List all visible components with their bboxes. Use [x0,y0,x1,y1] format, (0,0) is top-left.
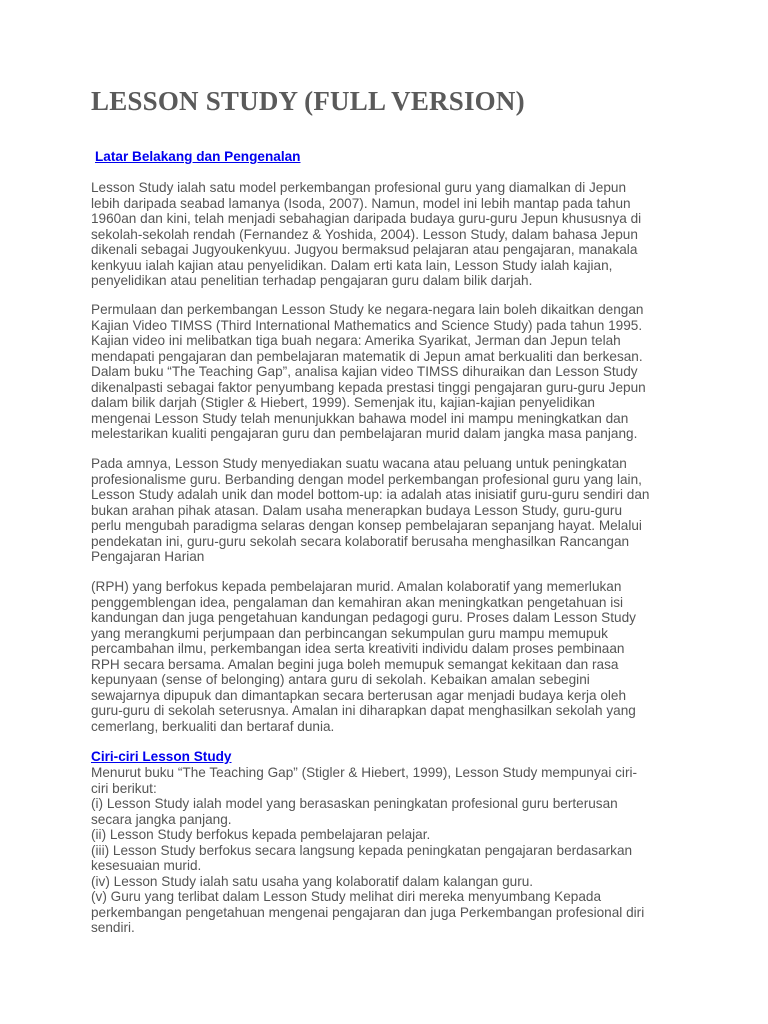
text-line: perkembangan pengetahuan mengenai pengajaran dan juga Perkembangan profesional diri [91,904,645,920]
features-list [91,765,691,936]
text-line: kandungan dan juga pengetahuan kandungan pedagogi guru. Proses dalam Lesson Study [91,610,636,625]
text-line: mendapati pengajaran dan pembelajaran matematik di Jepun amat berkualiti dan berkesan. [91,348,643,364]
text-line: profesionalisme guru. Berbanding dengan model perkembangan profesional guru yang lain, [91,471,642,487]
text-line: Lesson Study adalah unik dan model bottom-up: ia adalah atas inisiatif guru-guru sendiri dan [91,487,650,502]
text-line: ciri berikut: [91,780,157,796]
text-line: kesesuaian murid. [91,858,202,873]
text-line: Kajian Video TIMSS (Third International Mathematics and Science Study) pada tahun 1995. [91,317,643,333]
text-line: guru-guru di sekolah seterusnya. Amalan ini diharapkan dapat menghasilkan sekolah yang [91,703,636,718]
text-line: dikenali sebagai Jugyoukenkyuu. Jugyou bermaksud pelajaran atau pengajaran, manakala [91,242,638,257]
text-line: cemerlang, berkualiti dan bertaraf dunia. [91,718,335,734]
text-line: kenkyuu ialah kajian atau penyelidikan. Dalam erti kata lain, Lesson Study ialah kajian, [91,257,613,273]
text-line: percambahan ilmu, perkembangan idea serta kreativiti individu dalam proses pembinaan [91,641,625,656]
paragraph-4 [91,579,691,734]
text-line: Pengajaran Harian [91,549,205,564]
text-line: sendiri. [91,920,135,935]
text-line: Permulaan dan perkembangan Lesson Study ke negara-negara lain boleh dikaitkan dengan [91,302,644,317]
text-line: mengenai Lesson Study telah menunjukkan bahawa model ini mampu meningkatkan dan [91,410,629,426]
text-line: penggemblengan idea, pengalaman dan kemahiran akan meningkatkan pengetahuan isi [91,594,624,610]
text-line: secara jangka panjang. [91,811,232,827]
text-line: penyelidikan atau penelitian terhadap pengajaran guru dalam bilik darjah. [91,273,533,288]
text-line: (RPH) yang berfokus kepada pembelajaran murid. Amalan kolaboratif yang memerlukan [91,579,622,594]
text-line: sekolah-sekolah rendah (Fernandez & Yoshida, 2004). Lesson Study, dalam bahasa Jepun [91,226,638,242]
text-line: melestarikan kualiti pengajaran guru dan pembelajaran murid dalam jangka masa panjang. [91,426,638,441]
text-line: sewajarnya dipupuk dan dimantapkan secara berterusan agar menjadi budaya kerja oleh [91,687,627,703]
text-line: (iv) Lesson Study ialah satu usaha yang kolaboratif dalam kalangan guru. [91,873,534,889]
section-heading-ciri-ciri[interactable]: Ciri-ciri Lesson Study [91,749,232,764]
text-line: dalam bilik darjah (Stigler & Hiebert, 1999). Semenjak itu, kajian-kajian penyelidikan [91,395,595,410]
paragraph-1 [91,180,691,289]
text-line: Dalam buku “The Teaching Gap”, analisa kajian video TIMSS dihuraikan dan Lesson Study [91,364,638,379]
text-line: kepunyaan (sense of belonging) antara guru di sekolah. Kebaikan amalan sebegini [91,672,590,687]
text-line: (i) Lesson Study ialah model yang berasaskan peningkatan profesional guru berterusan [91,796,618,811]
text-line: dikenalpasti sebagai faktor penyumbang kepada prestasi tinggi pengajaran guru-guru Jepun [91,379,646,395]
text-line: (ii) Lesson Study berfokus kepada pembelajaran pelajar. [91,827,431,842]
paragraph-3 [91,456,691,565]
text-line: 1960an dan kini, telah menjadi sebahagian daripada budaya guru-guru Jepun khususnya di [91,211,642,226]
text-line: perlu mengubah paradigma selaras dengan konsep pembelajaran sepanjang hayat. Melalui [91,518,642,533]
text-line: bukan arahan pihak atasan. Dalam usaha menerapkan budaya Lesson Study, guru-guru [91,502,623,518]
text-line: yang merangkumi perjumpaan dan perbincangan sekumpulan guru mampu memupuk [91,625,608,641]
text-line: (iii) Lesson Study berfokus secara langsung kepada peningkatan pengajaran berdasarkan [91,842,633,858]
text-line: Menurut buku “The Teaching Gap” (Stigler & Hiebert, 1999), Lesson Study mempunyai ciri- [91,765,638,780]
text-line: pendekatan ini, guru-guru sekolah secara kolaboratif berusaha menghasilkan Rancangan [91,533,630,549]
text-line: lebih daripada seabad lamanya (Isoda, 2007). Namun, model ini lebih mantap pada tahun [91,195,631,211]
document-title: LESSON STUDY (FULL VERSION) [91,86,525,116]
text-line: Pada amnya, Lesson Study menyediakan suatu wacana atau peluang untuk peningkatan [91,456,627,471]
text-line: Kajian video ini melibatkan tiga buah negara: Amerika Syarikat, Jerman dan Jepun telah [91,333,621,348]
paragraph-2 [91,302,691,442]
text-line: Lesson Study ialah satu model perkembangan profesional guru yang diamalkan di Jepun [91,180,627,195]
text-line: (v) Guru yang terlibat dalam Lesson Study melihat diri mereka menyumbang Kepada [91,889,602,904]
section-heading-latar-belakang[interactable]: Latar Belakang dan Pengenalan [95,149,301,164]
text-line: RPH secara bersama. Amalan begini juga boleh memupuk semangat kekitaan dan rasa [91,656,619,672]
